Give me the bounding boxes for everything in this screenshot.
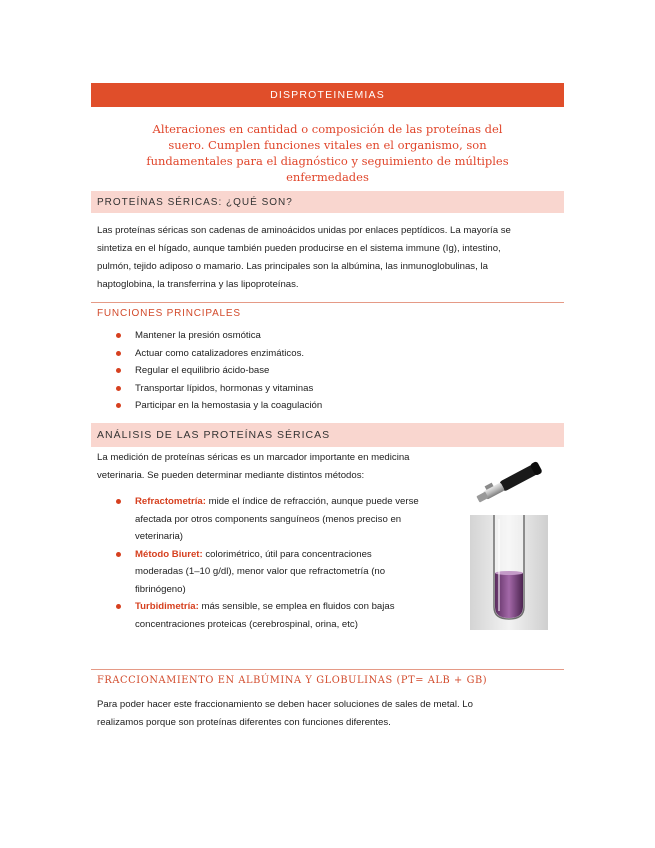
paragraph-line: La medición de proteínas séricas es un marcador importante en medicina [97,452,410,463]
refractometer-image [470,455,550,510]
section-heading-text: FRACCIONAMIENTO EN ALBÚMINA Y GLOBULINAS (PT= ALB + GB) [97,675,488,686]
section-heading-analisis [91,423,564,447]
section-heading-proteinas-sericas [91,191,564,213]
paragraph-line: haptoglobina, la transferrina y las lipoproteínas. [97,279,299,290]
paragraph-line: pulmón, tejido adiposo o mamario. Las principales son la albúmina, las inmunoglobulinas, la [97,261,488,272]
refractometer-icon [470,455,550,510]
bullet-icon [116,499,121,504]
paragraph-line: realizamos porque son proteínas diferentes con funciones diferentes. [97,717,391,728]
list-item: Mantener la presión osmótica [113,327,322,345]
paragraph-line: Las proteínas séricas son cadenas de aminoácidos unidas por enlaces peptídicos. La mayoría se [97,225,511,236]
list-item: Regular el equilibrio ácido-base [113,362,322,380]
method-term: Refractometría: [135,496,206,507]
bullet-icon [116,604,121,609]
list-item: Participar en la hemostasia y la coagulación [113,397,322,415]
bullet-icon [116,403,121,408]
paragraph-line: sintetiza en el hígado, aunque también pueden producirse en el sistema immune (Ig), intestino, [97,243,501,254]
bullet-icon [116,552,121,557]
section-heading-text: FUNCIONES PRINCIPALES [97,308,241,319]
fraccionamiento-paragraph [97,696,473,732]
list-item-turbidimetria: Turbidimetría: más sensible, se emplea en fluidos con bajas concentraciones proteicas (cerebrospinal, orina, etc) [113,598,419,633]
section-heading-text: PROTEÍNAS SÉRICAS: ¿QUÉ SON? [97,196,293,208]
section-heading-funciones [91,302,564,319]
paragraph-line: veterinaria. Se pueden determinar mediante distintos métodos: [97,470,365,481]
section-paragraph [97,222,511,294]
methods-list [113,493,419,633]
list-item-biuret: Método Biuret: colorimétrico, útil para concentraciones moderadas (1–10 g/dl), menor valor que refractometría (no fibrinógeno) [113,546,419,599]
section-heading-fraccionamiento [91,669,564,686]
bullet-icon [116,386,121,391]
functions-list [113,327,322,415]
document-title: DISPROTEINEMIAS [270,89,385,101]
list-item: Transportar lípidos, hormonas y vitaminas [113,380,322,398]
paragraph-line: Para poder hacer este fraccionamiento se deben hacer soluciones de sales de metal. Lo [97,699,473,710]
document-title-bar [91,83,564,107]
bullet-icon [116,368,121,373]
analysis-intro [97,449,410,485]
test-tube-icon [470,515,548,630]
list-item: Actuar como catalizadores enzimáticos. [113,345,322,363]
method-term: Método Biuret: [135,548,203,560]
list-item-refractometria: Refractometría: mide el índice de refracción, aunque puede verse afectada por otros components sanguíneos (menos preciso en veterinaria) [113,493,419,546]
test-tube-image [470,515,548,630]
bullet-icon [116,333,121,338]
document-subtitle: Alteraciones en cantidad o composición de las proteínas del suero. Cumplen funciones vitales en el organismo, son fundamentales para el diagnóstico y seguimiento de múltiples enfermedades [146,122,509,184]
section-heading-text: ANÁLISIS DE LAS PROTEÍNAS SÉRICAS [97,429,331,441]
method-term: Turbidimetría: [135,601,199,612]
bullet-icon [116,351,121,356]
